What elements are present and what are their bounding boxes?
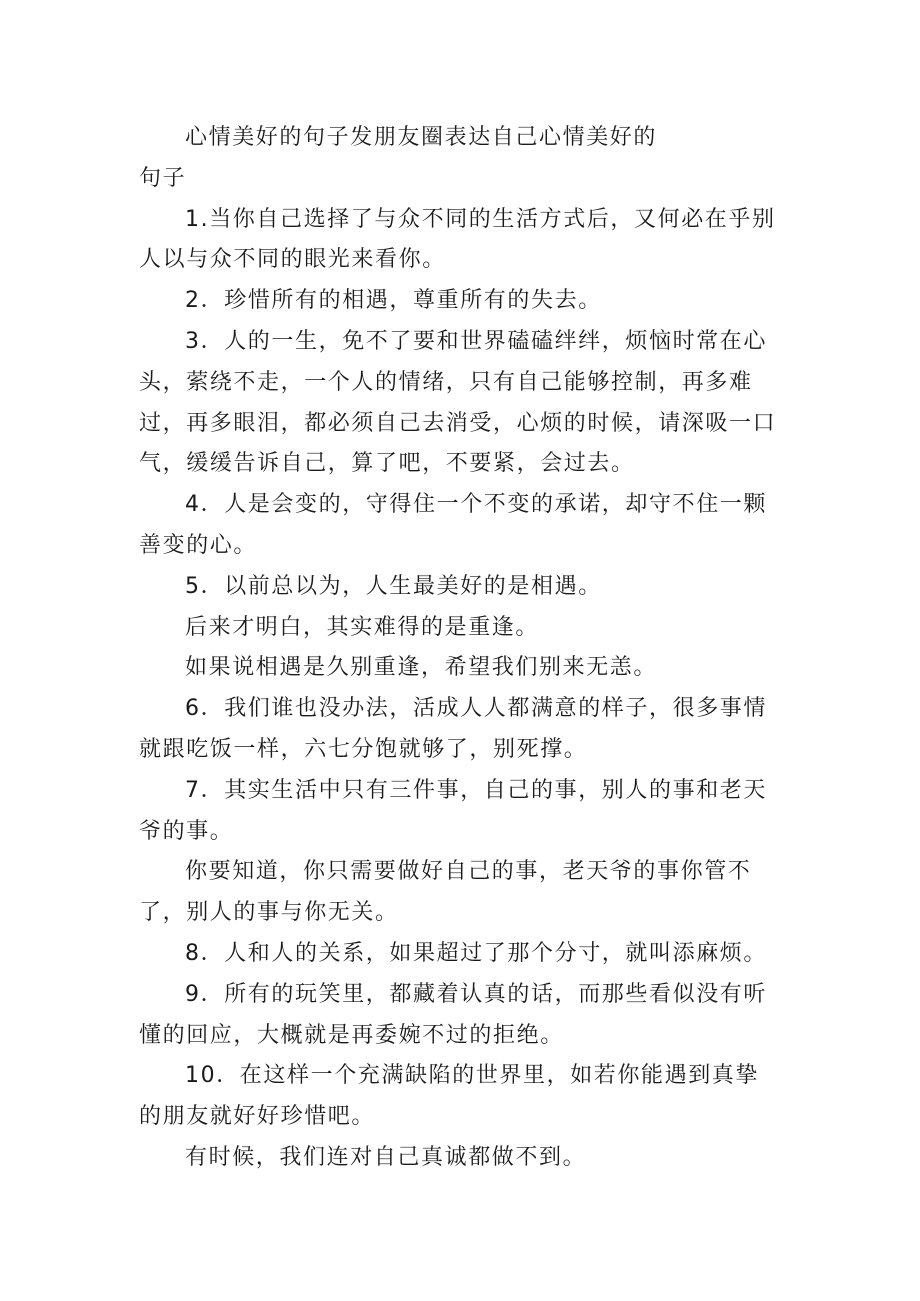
paragraph-7: 如果说相遇是久别重逢，希望我们别来无恙。: [185, 655, 658, 681]
paragraph-14: 有时候，我们连对自己真诚都做不到。: [185, 1144, 587, 1170]
document-title-line-2: 句子: [139, 165, 187, 191]
document-title-line-1: 心情美好的句子发朋友圈表达自己心情美好的: [185, 125, 658, 150]
paragraph-2: 2．珍惜所有的相遇，尊重所有的失去。: [185, 288, 602, 314]
paragraph-5: 5．以前总以为，人生最美好的是相遇。: [185, 573, 602, 599]
document-body: [139, 118, 781, 1179]
paragraph-1: 1.当你自己选择了与众不同的生活方式后，又何必在乎别人以与众不同的眼光来看你。: [139, 206, 776, 273]
paragraph-11: 8．人和人的关系，如果超过了那个分寸，就叫添麻烦。: [185, 940, 767, 966]
paragraph-13: 10．在这样一个充满缺陷的世界里，如若你能遇到真挚的朋友就好好珍惜吧。: [139, 1063, 759, 1130]
paragraph-10: 你要知道，你只需要做好自己的事，老天爷的事你管不了，别人的事与你无关。: [139, 859, 752, 926]
paragraph-8: 6．我们谁也没办法，活成人人都满意的样子，很多事情就跟吃饭一样，六七分饱就够了，别死撑。: [139, 696, 767, 762]
paragraph-9: 7．其实生活中只有三件事，自己的事，别人的事和老天爷的事。: [139, 777, 767, 844]
paragraph-4: 4．人是会变的，守得住一个不变的承诺，却守不住一颗善变的心。: [139, 492, 767, 558]
paragraph-12: 9．所有的玩笑里，都藏着认真的话，而那些看似没有听懂的回应，大概就是再委婉不过的拒绝。: [139, 981, 767, 1048]
paragraph-3: 3．人的一生，免不了要和世界磕磕绊绊，烦恼时常在心头，萦绕不走，一个人的情绪，只有自己能够控制，再多难过，再多眼泪，都必须自己去消受，心烦的时候，请深吸一口气，缓缓告诉自己，算了吧，不要紧，会过去。: [139, 328, 777, 477]
paragraph-6: 后来才明白，其实难得的是重逢。: [185, 614, 540, 640]
